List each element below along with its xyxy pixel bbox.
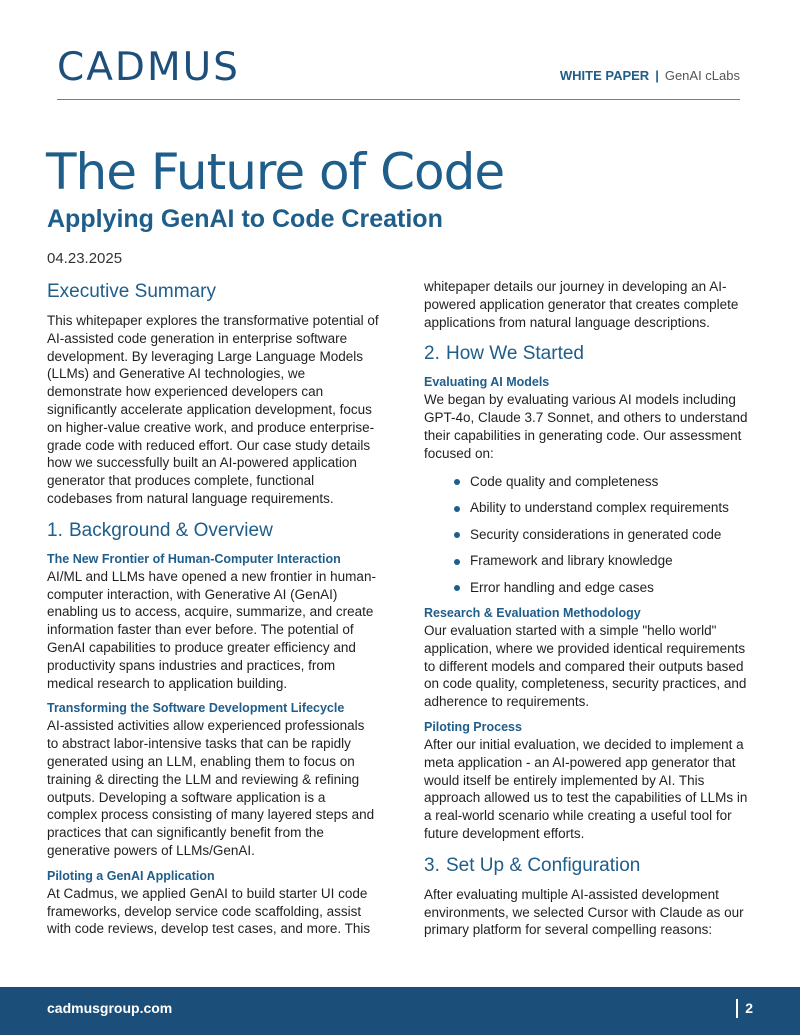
section-1-heading [47, 519, 379, 543]
executive-summary-body: This whitepaper explores the transformative potential of AI-assisted code generation in enterprise software development. By leveraging Large Language Models (LLMs) and Generative AI technologies, we demonstrate how experienced developers can significantly accelerate application development, focus on higher-value creative work, and produce enterprise-grade code with reduced effort. Our case study details how we successfully built an AI-powered application generator that produces complete, functional codebases from natural language requirements. [47, 313, 379, 506]
section-2-sub1-body: We began by evaluating various AI models including GPT-4o, Claude 3.7 Sonnet, and others to understand their capabilities in generating code. Our assessment focused on: [424, 392, 748, 461]
section-2-sub1-heading: Evaluating AI Models [424, 375, 550, 390]
section-1-sub2-heading: Transforming the Software Development Lifecycle [47, 701, 345, 716]
section-2-sub2-body: Our evaluation started with a simple "hello world" application, where we provided identical requirements to different models and compared their outputs based on code quality, completeness, security practices, and adherence to requirements. [424, 623, 747, 710]
section-2-number: 2. [424, 343, 440, 365]
executive-summary-heading: Executive Summary [47, 281, 216, 302]
right-column [424, 278, 756, 939]
section-2-title: How We Started [446, 343, 584, 365]
section-2-sub2-heading: Research & Evaluation Methodology [424, 606, 641, 620]
list-item: Framework and library knowledge [454, 552, 756, 570]
section-3-body: After evaluating multiple AI-assisted development environments, we selected Cursor with Claude as our primary platform for several compelling reasons: [424, 886, 744, 938]
footer-website: cadmusgroup.com [47, 1000, 173, 1016]
list-item: Code quality and completeness [454, 473, 756, 491]
section-1-sub3-body: At Cadmus, we applied GenAI to build starter UI code frameworks, develop service code scaffolding, assist with code reviews, develop test cases, and more. This [47, 885, 371, 937]
list-item: Security considerations in generated code [454, 526, 756, 544]
page-number: 2 [745, 1000, 753, 1016]
section-2-sub3-heading: Piloting Process [424, 719, 522, 734]
page-title: The Future of Code [46, 143, 505, 201]
section-2-sub3-body: After our initial evaluation, we decided to implement a meta application - an AI-powered app generator that would itself be entirely implemented by AI. This approach allowed us to test the capabilities of LLMs in a real-world scenario while creating a useful tool for future development efforts. [424, 736, 748, 841]
left-column [47, 280, 379, 938]
section-1-sub3-heading: Piloting a GenAI Application [47, 868, 215, 883]
header-doc-label [560, 68, 740, 83]
footer-divider [736, 999, 738, 1018]
org-name: GenAI cLabs [664, 68, 740, 83]
section-3-number: 3. [424, 854, 440, 876]
header-separator: | [655, 68, 659, 83]
publish-date: 04.23.2025 [47, 250, 123, 267]
section-2-heading [424, 342, 756, 366]
header-divider [57, 99, 740, 100]
page-subtitle: Applying GenAI to Code Creation [47, 205, 443, 233]
doc-type: WHITE PAPER [559, 68, 650, 83]
section-1-sub2-body: AI-assisted activities allow experienced professionals to abstract labor-intensive tasks that can be rapidly generated using an LLM, enabling them to focus on training & directing the LLM and reviewing & refining outputs. Developing a software application is a complex process consisting of many layered steps and practices that can significantly benefit from the generative powers of LLMs/GenAI. [47, 718, 375, 858]
section-1-number: 1. [47, 519, 63, 541]
cadmus-logo: CADMUS [57, 45, 240, 90]
section-1-sub3-continued: whitepaper details our journey in developing an AI-powered application generator that creates complete applications from natural language descriptions. [424, 279, 739, 330]
section-3-title: Set Up & Configuration [446, 854, 641, 876]
list-item: Error handling and edge cases [454, 579, 756, 597]
section-1-title: Background & Overview [69, 519, 273, 541]
section-1-sub1-body: AI/ML and LLMs have opened a new frontier in human-computer interaction, with Generative AI (GenAI) enabling us to access, acquire, summarize, and create information faster than ever before. The potential of GenAI capabilities to produce greater efficiency and productivity spans industries and practices, from medical research to application building. [47, 568, 376, 691]
list-item: Ability to understand complex requirements [454, 499, 756, 517]
page-footer [0, 987, 800, 1035]
section-3-heading [424, 854, 756, 878]
evaluation-criteria-list [424, 473, 756, 597]
section-1-sub1-heading: The New Frontier of Human-Computer Interaction [47, 551, 341, 566]
